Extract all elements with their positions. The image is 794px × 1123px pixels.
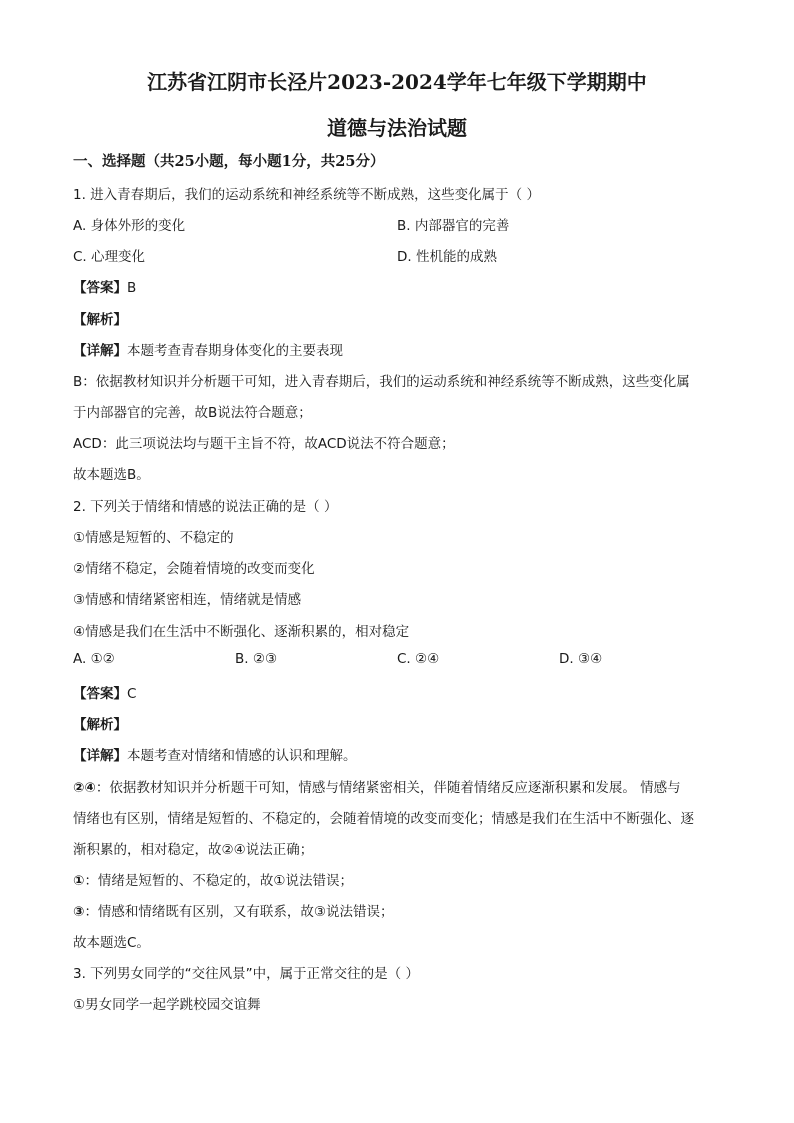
question-3-statement: ①男女同学一起学跳校园交谊舞 — [73, 997, 261, 1013]
question-1-analysis-label: 【解析】 — [73, 312, 127, 328]
question-2-explain-line — [73, 807, 694, 827]
question-2-detail — [73, 744, 357, 764]
exam-title: 江苏省江阴市长泾片2023-2024学年七年级下学期期中 — [147, 70, 647, 94]
answer-label: 【答案】 — [73, 686, 127, 702]
question-2-explain-line — [73, 776, 681, 796]
explain-text: 渐积累的，相对稳定，故②④说法正确； — [73, 842, 314, 858]
question-1-explain-line: 故本题选B。 — [73, 467, 150, 483]
question-1-stem: 1. 进入青春期后，我们的运动系统和神经系统等不断成熟，这些变化属于（ ） — [73, 187, 540, 203]
question-2-option-c: C. ②④ — [397, 651, 440, 667]
question-2-statement: ①情感是短暂的、不稳定的 — [73, 530, 234, 546]
question-1-explain-line: ACD：此三项说法均与题干主旨不符，故ACD说法不符合题意； — [73, 436, 455, 452]
section-heading: 一、选择题（共25小题，每小题1分，共25分） — [73, 153, 385, 170]
explain-text: 情绪也有区别，情绪是短暂的、不稳定的，会随着情境的改变而变化；情感是我们在生活中不断强化、逐 — [73, 811, 694, 827]
question-3-stem: 3. 下列男女同学的“交往风景”中，属于正常交往的是（ ） — [73, 966, 419, 982]
explain-text: ：情感和情绪既有区别，又有联系，故③说法错误； — [84, 904, 394, 920]
question-1-explain-line: 于内部器官的完善，故B说法符合题意； — [73, 405, 312, 421]
question-1-detail — [73, 339, 343, 359]
question-2-answer — [73, 682, 136, 702]
answer-value: C — [127, 686, 137, 702]
explain-text: ：依据教材知识并分析题干可知，情感与情绪紧密相关，伴随着情绪反应逐渐积累和发展。 情感与 — [95, 780, 681, 796]
explain-text: ：情绪是短暂的、不稳定的，故①说法错误； — [84, 873, 354, 889]
question-1-option-d: D. 性机能的成熟 — [397, 249, 497, 265]
question-2-explain-line — [73, 838, 313, 858]
question-2-option-b: B. ②③ — [235, 651, 278, 667]
question-2-option-d: D. ③④ — [559, 651, 603, 667]
answer-value: B — [127, 280, 137, 296]
answer-label: 【答案】 — [73, 280, 127, 296]
explain-lead: ②④ — [73, 780, 96, 796]
explain-text: 故本题选C。 — [73, 935, 150, 951]
question-2-explain-line — [73, 869, 353, 889]
question-2-statement: ②情绪不稳定，会随着情境的改变而变化 — [73, 561, 315, 577]
detail-text: 本题考查对情绪和情感的认识和理解。 — [127, 748, 357, 764]
explain-lead: ① — [73, 873, 85, 889]
question-1-option-c: C. 心理变化 — [73, 249, 146, 265]
question-1-explain-line: B：依据教材知识并分析题干可知，进入青春期后，我们的运动系统和神经系统等不断成熟，这些变化属 — [73, 374, 690, 390]
question-1-answer — [73, 276, 136, 296]
question-1-option-b: B. 内部器官的完善 — [397, 218, 510, 234]
explain-lead: ③ — [73, 904, 85, 920]
question-2-stem: 2. 下列关于情绪和情感的说法正确的是（ ） — [73, 499, 338, 515]
question-2-option-a: A. ①② — [73, 651, 115, 667]
question-2-explain-line — [73, 900, 394, 920]
question-2-analysis-label: 【解析】 — [73, 717, 127, 733]
question-2-explain-line — [73, 931, 150, 951]
detail-label: 【详解】 — [73, 748, 127, 764]
question-2-statement: ③情感和情绪紧密相连，情绪就是情感 — [73, 592, 302, 608]
exam-subtitle: 道德与法治试题 — [327, 116, 467, 140]
detail-text: 本题考查青春期身体变化的主要表现 — [127, 343, 343, 359]
detail-label: 【详解】 — [73, 343, 127, 359]
question-1-option-a: A. 身体外形的变化 — [73, 218, 186, 234]
question-2-statement: ④情感是我们在生活中不断强化、逐渐积累的，相对稳定 — [73, 624, 410, 640]
